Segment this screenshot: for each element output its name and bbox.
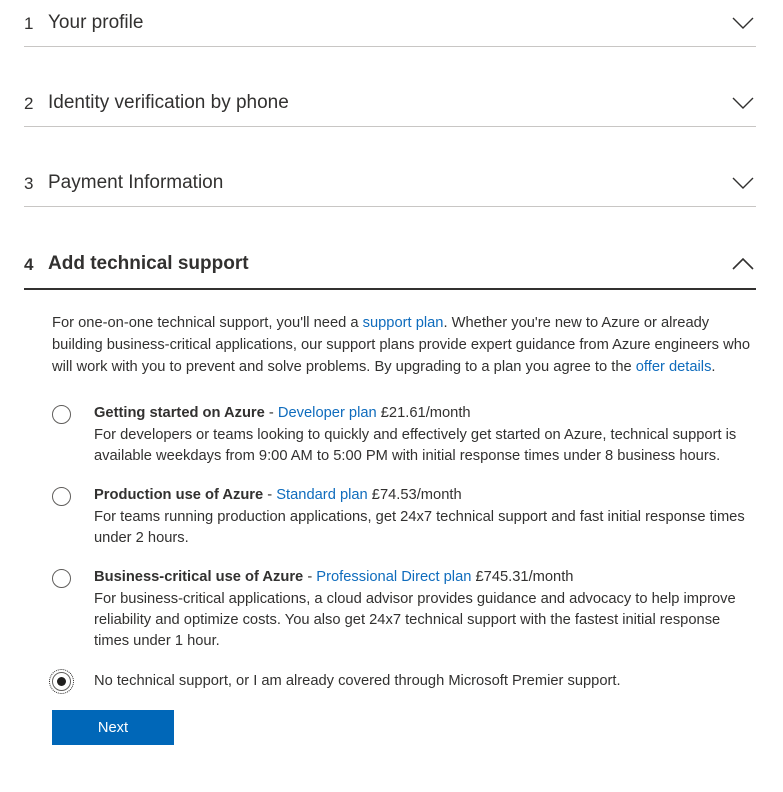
radio-wrap	[52, 485, 94, 506]
option-title-bold: Getting started on Azure	[94, 405, 265, 421]
option-text	[94, 567, 754, 652]
option-title-bold: Production use of Azure	[94, 487, 264, 503]
intro-part-2: . Whether you're new to Azure or already building business-critical applications, our support plans provide expert guidance from Azure engineers who will work with you to prevent and solve problems. By upgrading to a plan you agree to the	[52, 315, 751, 375]
option-price: £21.61/month	[376, 405, 471, 421]
step-title: Your profile	[48, 11, 144, 33]
wizard-step-1	[24, 0, 756, 47]
chevron-down-icon[interactable]	[730, 10, 756, 36]
support-option-no-support[interactable]	[52, 670, 756, 692]
option-title-separator: -	[303, 569, 317, 585]
option-price: £745.31/month	[471, 569, 574, 585]
step-number: 4	[24, 254, 34, 274]
radio-professional-direct-plan[interactable]	[52, 569, 71, 588]
spacer	[24, 207, 756, 240]
radio-standard-plan[interactable]	[52, 487, 71, 506]
option-text	[94, 403, 754, 467]
chevron-up-icon[interactable]	[730, 251, 756, 277]
support-plan-link[interactable]: support plan	[362, 315, 444, 331]
step-header-identity-verification[interactable]	[24, 80, 756, 127]
step-title: Add technical support	[48, 252, 249, 274]
intro-part-3: .	[711, 359, 716, 375]
step-title: Payment Information	[48, 171, 224, 193]
step-title: Identity verification by phone	[48, 91, 289, 113]
radio-no-technical-support[interactable]	[52, 672, 71, 691]
step-number: 3	[24, 173, 34, 193]
developer-plan-link[interactable]: Developer plan	[277, 405, 377, 421]
wizard-step-2	[24, 80, 756, 127]
offer-details-link[interactable]: offer details	[635, 359, 712, 375]
chevron-down-icon[interactable]	[730, 170, 756, 196]
option-title	[94, 567, 754, 588]
step-header-payment-information[interactable]	[24, 160, 756, 207]
step-header-your-profile[interactable]	[24, 0, 756, 47]
chevron-down-icon[interactable]	[730, 90, 756, 116]
spacer	[24, 127, 756, 160]
option-title	[94, 485, 754, 506]
standard-plan-link[interactable]: Standard plan	[276, 487, 368, 503]
option-title-separator: -	[264, 405, 278, 421]
support-option-developer[interactable]	[52, 403, 756, 467]
option-label: No technical support, or I am already covered through Microsoft Premier support.	[94, 673, 621, 689]
radio-wrap	[52, 670, 94, 691]
radio-developer-plan[interactable]	[52, 405, 71, 424]
radio-wrap	[52, 403, 94, 424]
option-description: For business-critical applications, a cloud advisor provides guidance and advocacy to help improve reliability and optimize costs. You also get 24x7 technical support with the fastest initial response times under 1 hour.	[94, 591, 736, 649]
radio-wrap	[52, 567, 94, 588]
option-text	[94, 485, 754, 549]
step-header-add-technical-support[interactable]	[24, 240, 756, 290]
support-option-standard[interactable]	[52, 485, 756, 549]
intro-part-1: For one-on-one technical support, you'll need a	[52, 315, 363, 331]
step-number: 2	[24, 93, 34, 113]
professional-direct-plan-link[interactable]: Professional Direct plan	[316, 569, 472, 585]
next-button[interactable]: Next	[52, 710, 174, 745]
option-price: £74.53/month	[367, 487, 462, 503]
wizard-step-4	[24, 240, 756, 692]
support-intro-text	[52, 312, 752, 378]
support-plan-options	[52, 403, 756, 692]
wizard-step-3	[24, 160, 756, 207]
next-button-row	[24, 710, 756, 745]
step-number: 1	[24, 13, 34, 33]
option-title-separator: -	[263, 487, 277, 503]
step-body-technical-support	[24, 290, 756, 692]
option-title-bold: Business-critical use of Azure	[94, 569, 304, 585]
option-description: For teams running production applications, get 24x7 technical support and fast initial response times under 2 hours.	[94, 509, 745, 546]
option-description: For developers or teams looking to quickly and effectively get started on Azure, technical support is available weekdays from 9:00 AM to 5:00 PM with initial response times under 8 business hours.	[94, 427, 737, 464]
option-title	[94, 403, 754, 424]
support-option-professional-direct[interactable]	[52, 567, 756, 652]
spacer	[24, 47, 756, 80]
